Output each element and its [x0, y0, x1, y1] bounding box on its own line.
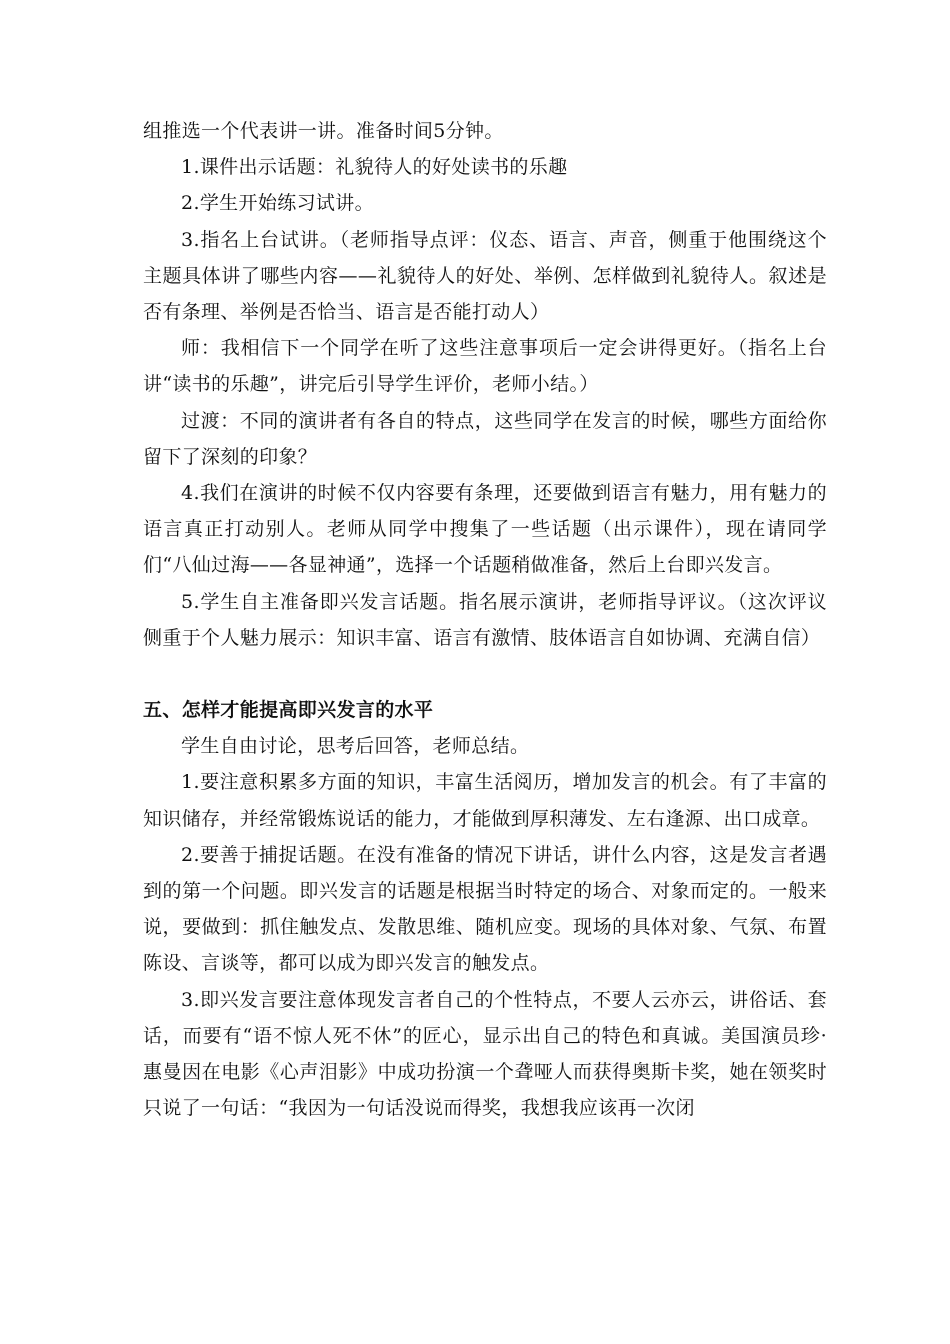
paragraph: 学生自由讨论，思考后回答，老师总结。 — [181, 735, 530, 758]
paragraph: 3.即兴发言要注意体现发言者自己的个性特点，不要人云亦云，讲俗话、套话，而要有“语不惊人死不休”的匠心，显示出自己的特色和真诚。美国演员珍·惠曼因在电影《心声泪影》中成功扮演一个聋哑人而获得奥斯卡奖，她在领奖时只说了一句话：“我因为一句话没说而得奖，我想我应该再一次闭 — [143, 988, 827, 1120]
paragraph: 5.学生自主准备即兴发言话题。指名展示演讲，老师指导评议。（这次评议侧重于个人魅力展示：知识丰富、语言有激情、肢体语言自如协调、充满自信） — [143, 590, 827, 649]
paragraph: 2.要善于捕捉话题。在没有准备的情况下讲话，讲什么内容，这是发言者遇到的第一个问题。即兴发言的话题是根据当时特定的场合、对象而定的。一般来说，要做到：抓住触发点、发散思维、随机应变。现场的具体对象、气氛、布置陈设、言谈等，都可以成为即兴发言的触发点。 — [143, 843, 827, 975]
paragraph: 2.学生开始练习试讲。 — [181, 192, 374, 215]
section-heading: 五、怎样才能提高即兴发言的水平 — [143, 699, 434, 722]
document-body — [143, 113, 827, 1126]
paragraph: 3.指名上台试讲。（老师指导点评：仪态、语言、声音，侧重于他围绕这个主题具体讲了哪些内容——礼貌待人的好处、举例、怎样做到礼貌待人。叙述是否有条理、举例是否恰当、语言是否能打动人） — [143, 228, 827, 324]
paragraph: 师：我相信下一个同学在听了这些注意事项后一定会讲得更好。（指名上台讲“读书的乐趣”，讲完后引导学生评价，老师小结。） — [143, 337, 827, 396]
paragraph: 1.要注意积累多方面的知识，丰富生活阅历，增加发言的机会。有了丰富的知识储存，并经常锻炼说话的能力，才能做到厚积薄发、左右逢源、出口成章。 — [143, 771, 827, 830]
paragraph: 1.课件出示话题：礼貌待人的好处读书的乐趣 — [181, 156, 568, 179]
paragraph: 过渡：不同的演讲者有各自的特点，这些同学在发言的时候，哪些方面给你留下了深刻的印象？ — [143, 409, 827, 468]
section-spacer — [143, 656, 827, 692]
paragraph: 组推选一个代表讲一讲。准备时间5分钟。 — [143, 120, 504, 142]
paragraph: 4.我们在演讲的时候不仅内容要有条理，还要做到语言有魅力，用有魅力的语言真正打动别人。老师从同学中搜集了一些话题（出示课件），现在请同学们“八仙过海——各显神通”，选择一个话题稍做准备，然后上台即兴发言。 — [143, 482, 827, 577]
